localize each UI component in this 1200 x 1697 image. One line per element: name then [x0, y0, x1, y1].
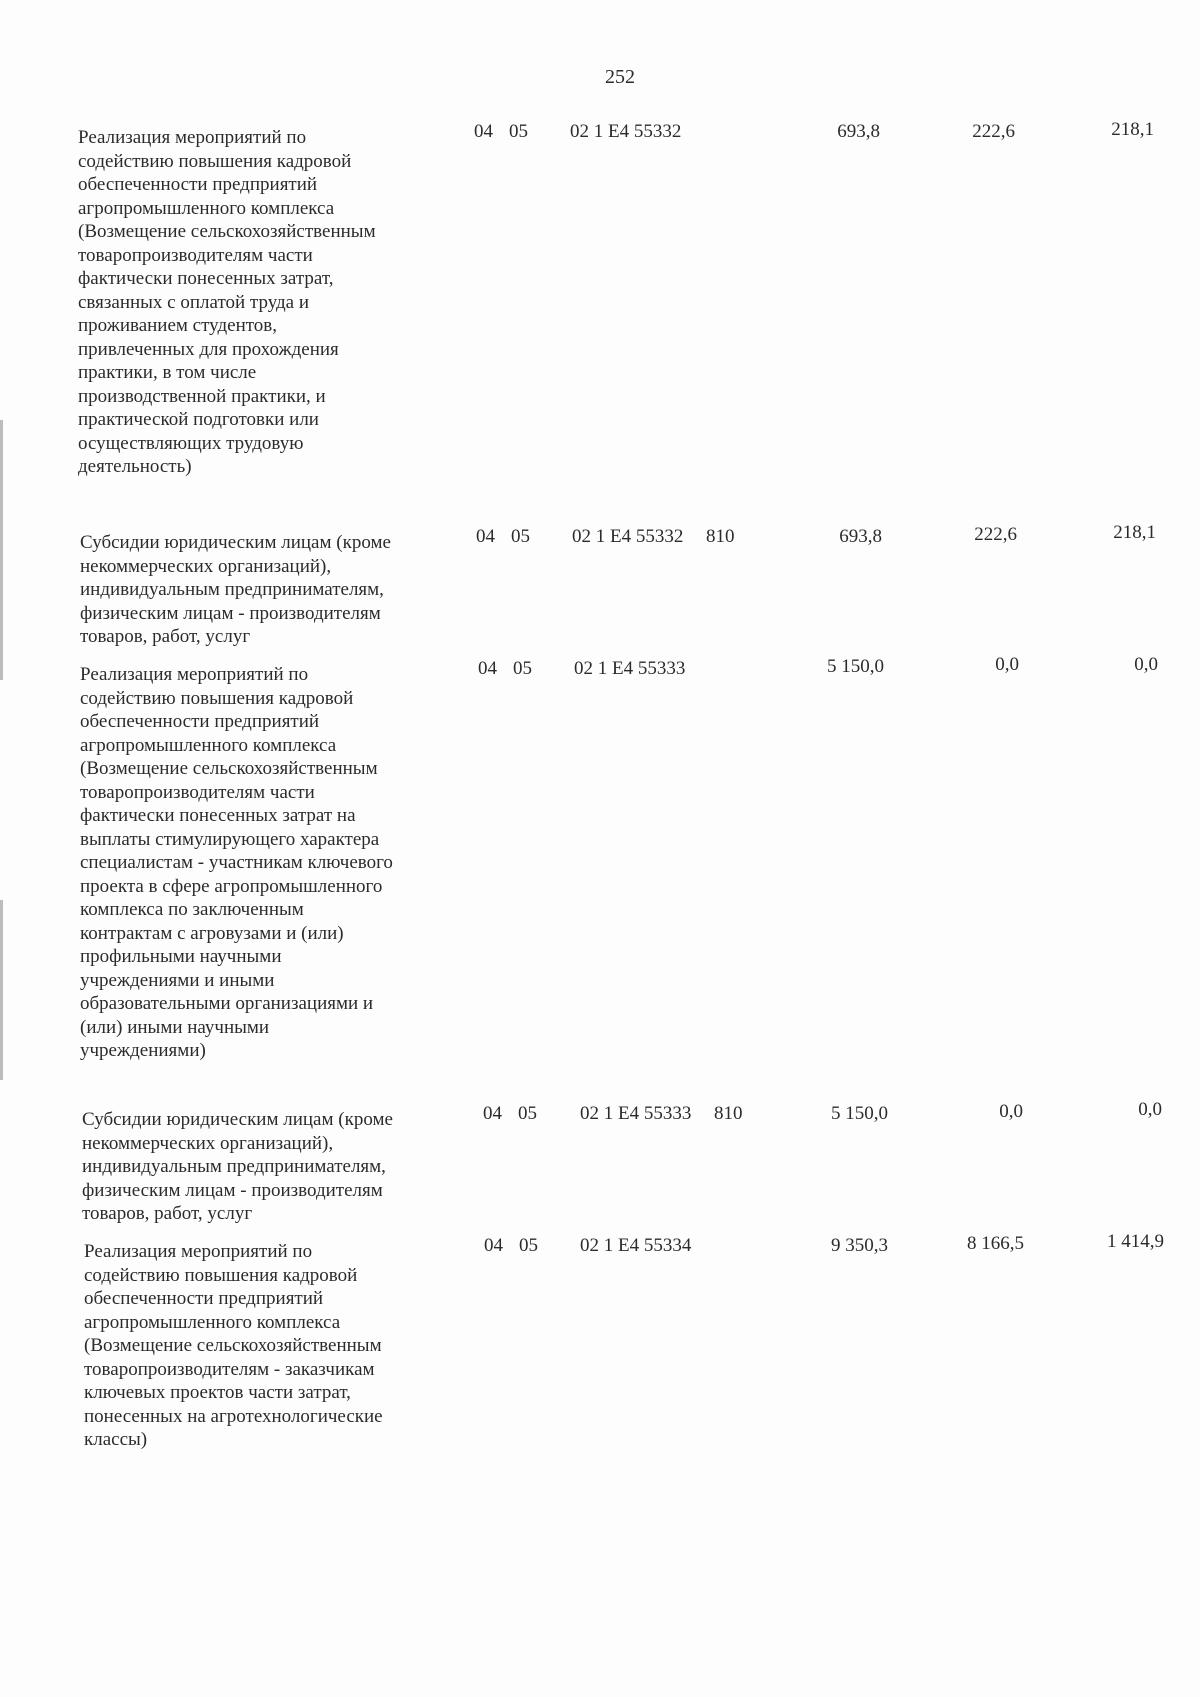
amount-year-1: 5 150,0: [827, 656, 884, 677]
amount-year-2: 0,0: [999, 1101, 1023, 1122]
amount-year-2: 0,0: [995, 654, 1019, 675]
amount-year-1: 9 350,3: [831, 1235, 888, 1256]
amount-year-2: 222,6: [972, 121, 1015, 142]
section-code: 04: [476, 526, 495, 547]
section-code: 04: [474, 121, 493, 142]
amount-year-2: 8 166,5: [967, 1233, 1024, 1254]
section-code: 04: [484, 1235, 503, 1256]
amount-year-3: 1 414,9: [1107, 1231, 1164, 1252]
row-name: Реализация мероприятий по содействию повышения кадровой обеспеченности предприятий агропромышленного комплекса (Возмещение сельскохозяйственным товаропроизводителям - заказчикам ключевых проектов части затрат, понесенных на агротехнологические классы): [84, 1241, 383, 1450]
row-name: Реализация мероприятий по содействию повышения кадровой обеспеченности предприятий агропромышленного комплекса (Возмещение сельскохозяйственным товаропроизводителям части фактически понесенных затрат, связанных с оплатой труда и проживанием студентов, привлеченных для прохождения практики, в том числе производственной практики, и практической подготовки или осуществляющих трудовую деятельность): [78, 127, 376, 477]
amount-year-2: 222,6: [974, 524, 1017, 545]
amount-year-3: 218,1: [1113, 522, 1156, 543]
section-code: 04: [478, 658, 497, 679]
expense-type-code: 810: [714, 1103, 743, 1124]
target-article-code: 02 1 Е4 55332: [572, 526, 684, 547]
subsection-code: 05: [513, 658, 532, 679]
expense-type-code: 810: [706, 526, 735, 547]
row-name: Реализация мероприятий по содействию повышения кадровой обеспеченности предприятий агропромышленного комплекса (Возмещение сельскохозяйственным товаропроизводителям части фактически понесенных затрат на выплаты стимулирующего характера специалистам - участникам ключевого проекта в сфере агропромышленного комплекса по заключенным контрактам с агровузами и (или) профильными научными учреждениями и иными образовательными организациями и (или) иными научными учреждениями): [80, 664, 393, 1061]
target-article-code: 02 1 Е4 55332: [570, 121, 682, 142]
target-article-code: 02 1 Е4 55333: [574, 658, 686, 679]
row-name: Субсидии юридическим лицам (кроме некоммерческих организаций), индивидуальным предпринимателям, физическим лицам - производителям товаров, работ, услуг: [82, 1109, 393, 1224]
amount-year-1: 693,8: [839, 526, 882, 547]
amount-year-3: 0,0: [1134, 654, 1158, 675]
section-code: 04: [483, 1103, 502, 1124]
target-article-code: 02 1 Е4 55333: [580, 1103, 692, 1124]
amount-year-1: 693,8: [837, 121, 880, 142]
scan-edge-mark: [0, 420, 3, 680]
subsection-code: 05: [511, 526, 530, 547]
amount-year-3: 218,1: [1111, 119, 1154, 140]
page-number: 252: [605, 66, 635, 88]
scan-edge-mark: [0, 900, 3, 1080]
subsection-code: 05: [519, 1235, 538, 1256]
amount-year-3: 0,0: [1138, 1099, 1162, 1120]
subsection-code: 05: [509, 121, 528, 142]
target-article-code: 02 1 Е4 55334: [580, 1235, 692, 1256]
amount-year-1: 5 150,0: [831, 1103, 888, 1124]
row-name: Субсидии юридическим лицам (кроме некоммерческих организаций), индивидуальным предпринимателям, физическим лицам - производителям товаров, работ, услуг: [80, 532, 391, 647]
subsection-code: 05: [518, 1103, 537, 1124]
